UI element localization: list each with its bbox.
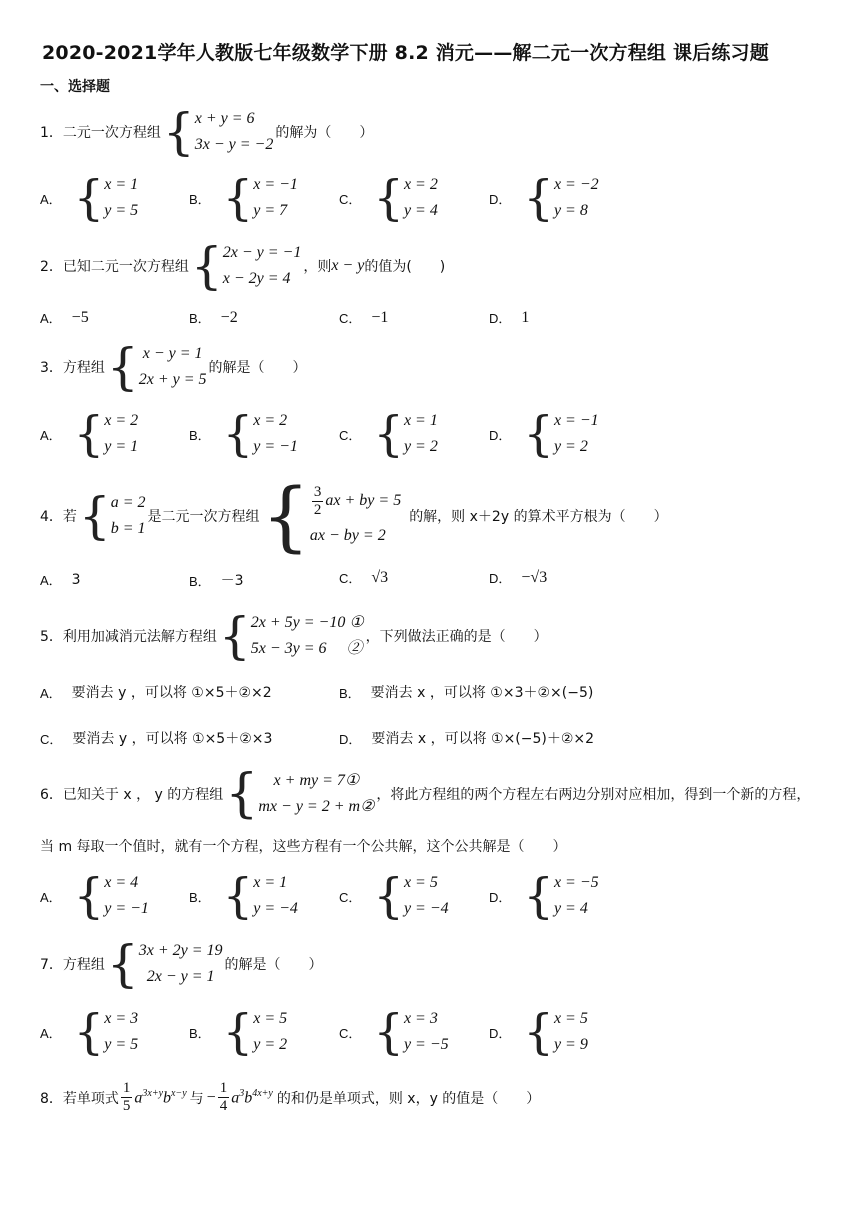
- option-line: y = 2: [403, 438, 438, 455]
- brace-icon: {: [222, 406, 254, 462]
- option-line: x = 3: [403, 1010, 438, 1027]
- option-a[interactable]: A． 3: [40, 571, 81, 588]
- equation-line: x − y = 1: [142, 345, 203, 362]
- option-line: y = 2: [553, 438, 588, 455]
- brace-icon: {: [373, 170, 404, 226]
- question-2-suffix: 的值为( ): [364, 259, 446, 275]
- option-line: y = 1: [104, 438, 139, 455]
- option-a[interactable]: A． { x = 3 y = 5: [40, 1004, 139, 1060]
- option-line: y = −5: [403, 1036, 449, 1053]
- question-6-line2: 当 m 每取一个值时，就有一个方程，这些方程有一个公共解，这个公共解是（ ）: [40, 839, 567, 855]
- option-line: x = 1: [403, 412, 438, 429]
- option-b[interactable]: B． { x = 2 y = −1: [189, 406, 298, 462]
- question-4-prefix: 4．若: [40, 509, 77, 525]
- option-line: y = −1: [253, 438, 298, 455]
- option-c[interactable]: C． √3: [339, 568, 389, 586]
- brace-icon: {: [222, 1004, 254, 1060]
- question-6: [40, 764, 811, 824]
- brace-icon: {: [523, 170, 554, 226]
- brace-icon: {: [225, 764, 259, 824]
- question-2-prefix: 2．已知二元一次方程组: [40, 259, 189, 275]
- brace-icon: {: [373, 1004, 404, 1060]
- option-line: y = 5: [104, 1036, 139, 1053]
- brace-icon: {: [523, 406, 554, 462]
- question-2-mid: ，则: [303, 259, 332, 275]
- option-d[interactable]: D． 要消去 x ，可以将 ①×(−5)＋②×2: [339, 728, 594, 748]
- brace-icon: {: [106, 935, 139, 993]
- option-a[interactable]: A． { x = 4 y = −1: [40, 868, 149, 924]
- option-text: 要消去 y ，可以将 ①×5＋②×2: [71, 685, 272, 701]
- option-text: −√3: [521, 568, 548, 586]
- equation-line: ax + by = 5: [325, 492, 402, 509]
- section-heading: 一、选择题: [40, 79, 110, 95]
- option-text: −5: [71, 308, 89, 326]
- denominator: 2: [313, 501, 322, 518]
- question-7-prefix: 7．方程组: [40, 957, 105, 973]
- option-d[interactable]: D． { x = −2 y = 8: [489, 170, 599, 226]
- equation-system: [261, 471, 402, 560]
- equation-line: 2x − y = 1: [146, 968, 215, 985]
- option-b[interactable]: B． { x = −1 y = 7: [189, 170, 298, 226]
- option-line: y = 9: [553, 1036, 588, 1053]
- question-4-suffix: 的解，则 x＋2y 的算术平方根为（ ）: [409, 509, 668, 525]
- option-text: 要消去 x ，可以将 ①×3＋②×(−5): [370, 685, 594, 701]
- option-line: x = 2: [253, 412, 288, 429]
- option-c[interactable]: C． { x = 2 y = 4: [339, 170, 438, 226]
- option-line: y = −4: [253, 900, 298, 917]
- equation-line: 3x − y = −2: [194, 136, 274, 153]
- equation-line: 2x + 5y = −10 ①: [250, 614, 364, 631]
- option-line: y = 2: [253, 1036, 288, 1053]
- equation-system: [106, 338, 207, 396]
- option-line: x = −1: [253, 176, 298, 193]
- brace-icon: {: [73, 406, 105, 462]
- option-d[interactable]: D． { x = −1 y = 2: [489, 406, 599, 462]
- option-text: −1: [371, 308, 389, 326]
- base: a: [231, 1089, 240, 1107]
- option-line: x = −5: [553, 874, 599, 891]
- option-d[interactable]: D． 1: [489, 308, 530, 326]
- given-line: b = 1: [110, 520, 146, 537]
- numerator: 3: [313, 483, 322, 500]
- option-a[interactable]: A． { x = 1 y = 5: [40, 170, 139, 226]
- numerator: 1: [219, 1080, 228, 1096]
- option-text: −2: [220, 308, 238, 326]
- monomial-2: [231, 1088, 273, 1107]
- brace-icon: {: [73, 1004, 105, 1060]
- denominator: 5: [122, 1098, 131, 1114]
- question-4: [40, 471, 668, 560]
- question-2: [40, 237, 446, 295]
- brace-icon: {: [523, 868, 554, 924]
- question-1-suffix: 的解为（ ）: [275, 125, 374, 141]
- option-line: x = 2: [403, 176, 438, 193]
- equation-line: mx − y = 2 + m②: [258, 798, 375, 815]
- option-line: x = 5: [553, 1010, 588, 1027]
- option-line: x = 5: [403, 874, 438, 891]
- question-7-suffix: 的解是（ ）: [224, 957, 323, 973]
- option-line: y = 4: [403, 202, 438, 219]
- option-b[interactable]: B． { x = 1 y = −4: [189, 868, 298, 924]
- option-line: y = 7: [253, 202, 288, 219]
- option-text: 要消去 y ，可以将 ①×5＋②×3: [72, 731, 273, 747]
- question-4-mid: 是二元一次方程组: [147, 509, 260, 525]
- question-6-prefix: 6．已知关于 x ， y 的方程组: [40, 787, 224, 803]
- equation-line: 2x + y = 5: [138, 371, 207, 388]
- exponent: 3: [239, 1087, 245, 1099]
- option-d[interactable]: D． −√3: [489, 568, 548, 586]
- minus-sign: −: [206, 1088, 216, 1106]
- option-text: 要消去 x ，可以将 ①×(−5)＋②×2: [371, 731, 595, 747]
- equation-system: [162, 103, 274, 161]
- option-c[interactable]: C． 要消去 y ，可以将 ①×5＋②×3: [40, 728, 272, 748]
- brace-icon: {: [222, 868, 254, 924]
- option-c[interactable]: C． −1: [339, 308, 389, 326]
- fraction: [218, 1080, 230, 1115]
- numerator: 1: [122, 1080, 131, 1096]
- option-line: x = 3: [104, 1010, 139, 1027]
- option-line: x = 4: [104, 874, 139, 891]
- equation-system: [190, 237, 302, 295]
- option-c[interactable]: C． { x = 5 y = −4: [339, 868, 449, 924]
- fraction: [121, 1080, 133, 1115]
- equation-line: 3x + 2y = 19: [138, 942, 223, 959]
- question-1-prefix: 1．二元一次方程组: [40, 125, 161, 141]
- brace-icon: {: [73, 868, 105, 924]
- exponent: x−y: [171, 1087, 187, 1099]
- option-b[interactable]: B． 要消去 x ，可以将 ①×3＋②×(−5): [339, 682, 593, 702]
- denominator: 4: [219, 1098, 228, 1114]
- option-line: y = −4: [403, 900, 449, 917]
- option-line: x = −1: [553, 412, 599, 429]
- question-6-suffix: ，将此方程组的两个方程左右两边分别对应相加，得到一个新的方程，: [376, 787, 811, 803]
- option-line: y = −1: [104, 900, 149, 917]
- option-a[interactable]: A． { x = 2 y = 1: [40, 406, 139, 462]
- base: a: [134, 1089, 143, 1107]
- option-line: x = 2: [104, 412, 139, 429]
- option-d[interactable]: D． { x = −5 y = 4: [489, 868, 599, 924]
- question-3-suffix: 的解是（ ）: [208, 360, 307, 376]
- option-c[interactable]: C． { x = 1 y = 2: [339, 406, 438, 462]
- brace-icon: {: [78, 487, 111, 545]
- question-5: [40, 607, 548, 665]
- question-8: [40, 1080, 540, 1115]
- base: b: [244, 1089, 253, 1107]
- option-text: 1: [521, 308, 530, 326]
- brace-icon: {: [73, 170, 105, 226]
- question-8-mid: 与: [189, 1090, 204, 1107]
- brace-icon: {: [373, 406, 404, 462]
- equation-system: [225, 764, 375, 824]
- equation-line: x + my = 7①: [273, 772, 360, 789]
- option-text: √3: [371, 568, 389, 586]
- expression: x − y: [331, 257, 365, 274]
- option-line: x = 5: [253, 1010, 288, 1027]
- equation-system: [218, 607, 364, 665]
- option-b[interactable]: B． −2: [189, 308, 238, 326]
- option-c[interactable]: C． { x = 3 y = −5: [339, 1004, 449, 1060]
- option-a[interactable]: A． 要消去 y ，可以将 ①×5＋②×2: [40, 682, 272, 702]
- brace-icon: {: [373, 868, 404, 924]
- base: b: [163, 1089, 172, 1107]
- option-line: y = 5: [104, 202, 139, 219]
- equation-line: x + y = 6: [194, 110, 255, 127]
- exponent: 3x+y: [142, 1087, 164, 1099]
- brace-icon: {: [106, 338, 139, 396]
- question-7: [40, 935, 323, 993]
- equation-system: [106, 935, 223, 993]
- option-line: y = 4: [553, 900, 588, 917]
- option-d[interactable]: D． { x = 5 y = 9: [489, 1004, 588, 1060]
- brace-icon: {: [190, 237, 223, 295]
- equation-line: x − 2y = 4: [222, 270, 291, 287]
- option-line: y = 8: [553, 202, 588, 219]
- question-5-prefix: 5．利用加减消元法解方程组: [40, 629, 217, 645]
- monomial-1: [134, 1088, 186, 1107]
- given-line: a = 2: [110, 494, 146, 511]
- question-1: [40, 103, 374, 161]
- question-3-prefix: 3．方程组: [40, 360, 105, 376]
- question-5-suffix: ，下列做法正确的是（ ）: [365, 629, 548, 645]
- brace-icon: {: [222, 170, 254, 226]
- equation-line: 5x − 3y = 6 ②: [250, 640, 363, 657]
- brace-icon: {: [261, 471, 310, 560]
- option-b[interactable]: B． { x = 5 y = 2: [189, 1004, 288, 1060]
- option-text: 3: [71, 571, 81, 588]
- option-line: x = 1: [253, 874, 288, 891]
- page-title: 2020-2021学年人教版七年级数学下册 8.2 消元——解二元一次方程组 课后练习题: [42, 42, 769, 64]
- option-b[interactable]: B． －3: [189, 570, 244, 590]
- equation-line: ax − by = 2: [309, 527, 386, 544]
- brace-icon: {: [162, 103, 195, 161]
- question-8-suffix: 的和仍是单项式，则 x，y 的值是（ ）: [276, 1090, 541, 1107]
- option-line: x = −2: [553, 176, 599, 193]
- option-text: －3: [220, 573, 244, 589]
- brace-icon: {: [218, 607, 251, 665]
- option-line: x = 1: [104, 176, 139, 193]
- question-3: [40, 338, 307, 396]
- given-values: [78, 487, 146, 545]
- exponent: 4x+y: [252, 1087, 273, 1099]
- brace-icon: {: [523, 1004, 554, 1060]
- equation-line: 2x − y = −1: [222, 244, 302, 261]
- fraction: [312, 484, 324, 519]
- option-a[interactable]: A． −5: [40, 308, 89, 326]
- question-8-prefix: 8．若单项式: [40, 1090, 119, 1107]
